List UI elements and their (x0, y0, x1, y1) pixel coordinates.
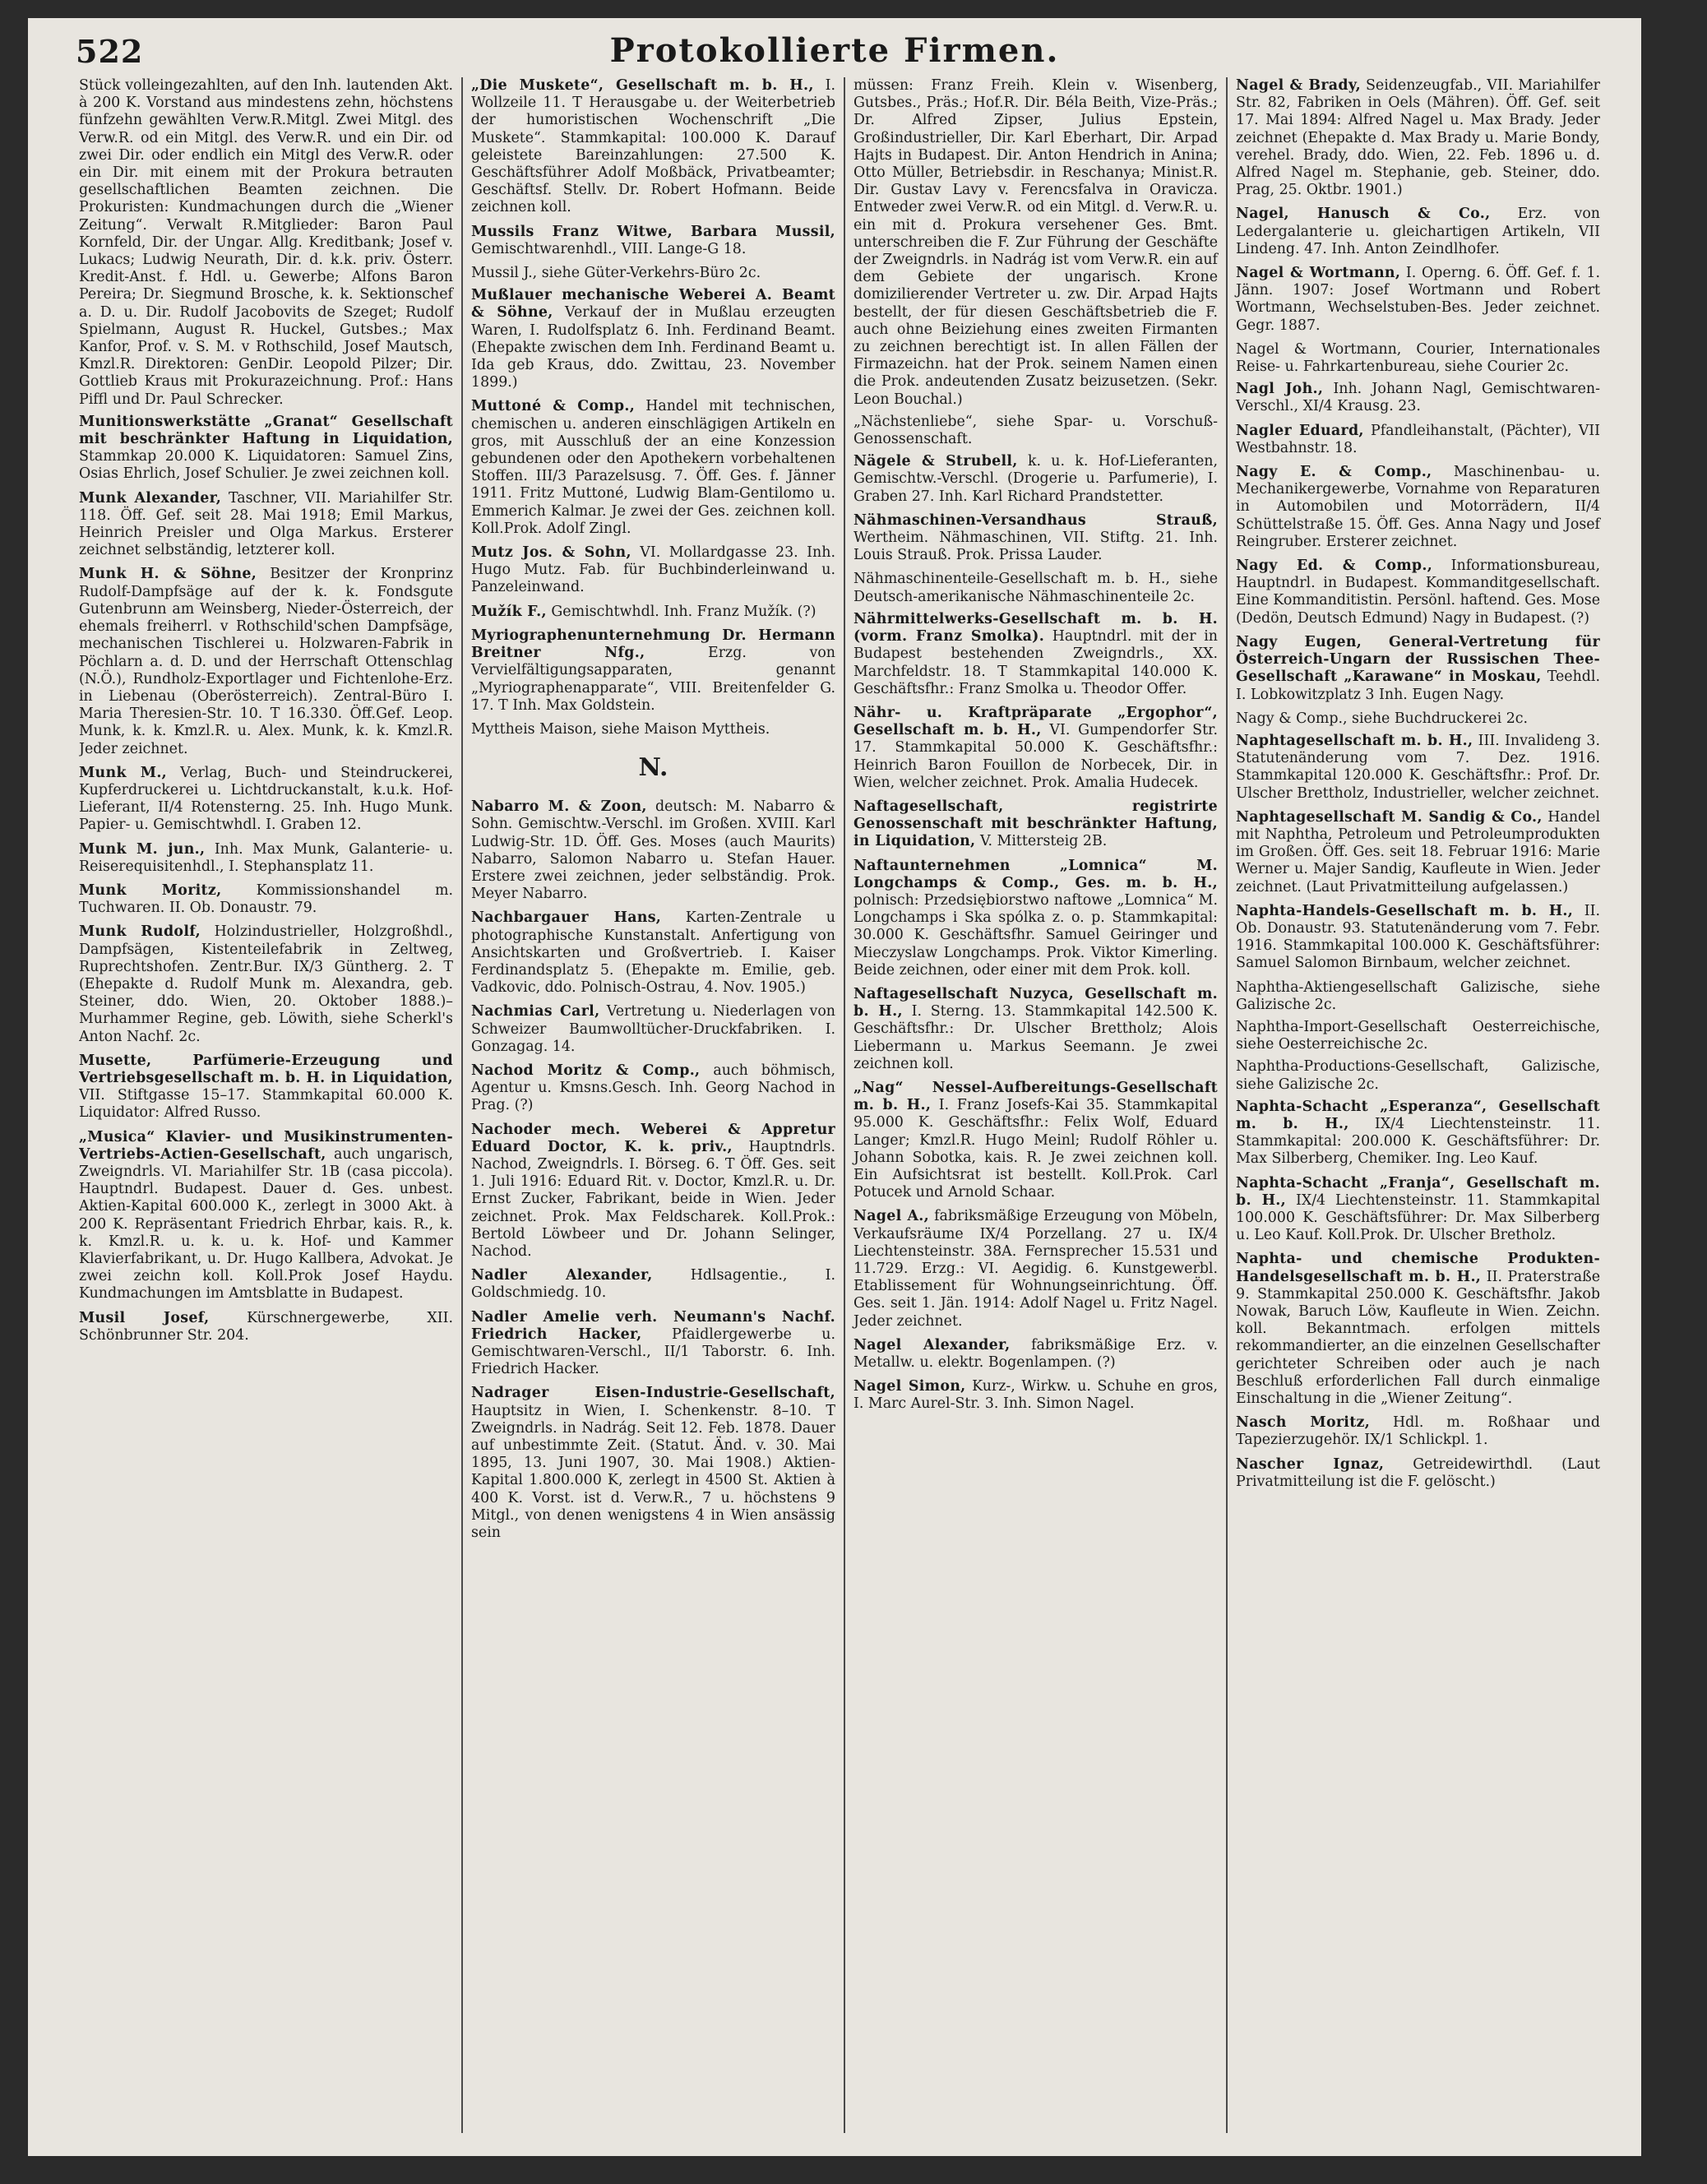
firm-name: Nagel & Wortmann, (1236, 265, 1401, 282)
firm-name: „Die Muskete“, Gesellschaft m. b. H., (471, 77, 814, 94)
directory-entry (854, 1080, 1218, 1201)
directory-entry (854, 1208, 1218, 1330)
page-number: 522 (76, 33, 144, 70)
entry-text: Hauptndrls. Nachod, Zweigndrls. I. Börseg. 6. T Öff. Ges. seit 1. Juli 1916: Eduard Rit. v. Doctor, Kmzl.R. u. Dr. Ernst Zucker, Fabrikant, beide in Wien. Jeder zeichnet. Prok. Max Feldscharek. Koll.Prok.: Bertold Löwbeer und Dr. Johann Selinger, Nachod. (471, 1138, 835, 1260)
entry-text: I. Franz Josefs-Kai 35. Stammkapital 95.000 K. Geschäftsfhr.: Felix Wolf, Eduard Langer; Kmzl.R. Hugo Meinl; Rudolf Röhler u. Johann Sobotka, kais. R. Je zwei zeichnen koll. Ein Aufsichtsrat ist bestellt. Koll.Prok. Carl Potucek und Arnold Schaar. (854, 1097, 1218, 1201)
firm-name: Nadrager Eisen-Industrie-Gesellschaft, (471, 1385, 835, 1402)
directory-entry (79, 1129, 453, 1303)
directory-entry (1236, 77, 1600, 199)
firm-name: Nadler Alexander, (471, 1267, 653, 1284)
directory-entry (1236, 1058, 1600, 1093)
entry-text: Erz. von Ledergalanterie u. gleichartigen Artikeln, VII Lindeng. 47. Inh. Anton Zeindlhofer. (1236, 206, 1600, 257)
firm-name: Nähr- u. Kraftpräparate „Ergophor“, Gesellschaft m. b. H., (854, 704, 1218, 739)
firm-name: Naftagesellschaft, registrirte Genossenschaft mit beschränkter Haftung, in Liquidation, (854, 798, 1218, 850)
directory-entry (854, 858, 1218, 979)
directory-entry (854, 571, 1218, 605)
directory-entry (471, 604, 835, 621)
directory-entry (854, 705, 1218, 792)
entry-text: Naphtha-Productions-Gesellschaft, Galizische, siehe Galizische 2c. (1236, 1058, 1600, 1093)
directory-entry (854, 77, 1218, 409)
firm-name: Munk Moritz, (79, 881, 222, 899)
firm-name: Munk M., (79, 764, 168, 781)
firm-name: Naphtagesellschaft m. b. H., (1236, 732, 1473, 749)
firm-name: Nasch Moritz, (1236, 1414, 1371, 1432)
directory-entry (1236, 634, 1600, 704)
directory-entry (79, 1053, 453, 1122)
entry-text: I. Sterng. 13. Stammkapital 142.500 K. Geschäftsfhr.: Dr. Ulscher Brettholz; Alois Liebermann u. Markus Seemann. Je zwei zeichnen koll. (854, 1003, 1219, 1072)
entry-text: Stammkap 20.000 K. Liquidatoren: Samuel Zins, Osias Ehrlich, Josef Schulier. Je zwei zeichnen koll. (79, 448, 453, 483)
firm-name: Nähmaschinen-Versandhaus Strauß, (854, 511, 1218, 529)
entry-text: Pfaidlergewerbe u. Gemischtwaren-Verschl., II/1 Taborstr. 6. Inh. Friedrich Hacker. (471, 1326, 835, 1378)
directory-entry (854, 986, 1218, 1073)
entry-text: Verlag, Buch- und Steindruckerei, Kupferdruckerei u. Lichtdruckanstalt, k.u.k. Hof-Lieferant, II/4 Rotensterng. 25. Inh. Hugo Munk. Papier- u. Gemischtwhdl. I. Graben 12. (79, 764, 453, 834)
firm-name: Nagy Ed. & Comp., (1236, 558, 1433, 575)
entry-text: Pfandleihanstalt, (Pächter), VII Westbahnstr. 18. (1236, 422, 1600, 456)
entry-text: Naphtha-Import-Gesellschaft Oesterreichische, siehe Oesterreichische 2c. (1236, 1018, 1600, 1053)
entry-text: VII. Stiftgasse 15–17. Stammkapital 60.000 K. Liquidator: Alfred Russo. (79, 1087, 453, 1122)
directory-entry (79, 566, 453, 757)
directory-entry (854, 1378, 1218, 1413)
firm-name: Musil Josef, (79, 1309, 210, 1326)
entry-text: VI. Gumpendorfer Str. 17. Stammkapital 50.000 K. Geschäftsfhr.: Heinrich Baron Fouillon de Norbecek, Dir. in Wien, welcher zeichnet. Prok. Amalia Hudecek. (854, 722, 1218, 791)
entry-text: III. Invalideng 3. Statutenänderung vom 7. Dez. 1916. Stammkapital 120.000 K. Geschäftsfhr.: Prof. Dr. Ulscher Brettholz, Industrieller, welcher zeichnet. (1236, 732, 1600, 802)
entry-text: IX/4 Liechtensteinstr. 11. Stammkapital: 200.000 K. Geschäftsführer: Dr. Max Silberberg, Chemiker. Ing. Leo Kauf. (1236, 1115, 1600, 1168)
entry-text: Hauptndrl. mit der in Budapest bestehenden Zweigndrls., XX. Marchfeldstr. 18. T Stammkapital 140.000 K. Geschäftsfhr.: Franz Smolka u. Theodor Offer. (854, 628, 1218, 697)
directory-entry (471, 265, 835, 282)
entry-text: auch ungarisch, Zweigndrls. VI. Mariahilfer Str. 1B (casa piccola). Hauptndrl. Budapest. Dauer d. Ges. unbest. Aktien-Kapital 600.000 K., zerlegt in 3000 Akt. à 200 K. Repräsentant Friedrich Ehrbar, kais. R., k. k. Kmzl.R. u. k. u. k. Hof- und Kammer Klavierfabrikant, u. Dr. Hugo Kallbera, Advokat. Je zwei zeichn koll. Koll.Prok Josef Haydu. Kundmachungen im Amtsblatte in Budapest. (79, 1145, 453, 1303)
firm-name: Nagy Eugen, General-Vertretung für Österreich-Ungarn der Russischen Thee-Gesellschaft „Karawane“ in Moskau, (1236, 633, 1600, 686)
entry-text: II. Praterstraße 9. Stammkapital 250.000 K. Geschäftsfhr. Jakob Nowak, Baruch Löw, Kaufleute in Wien. Zeichn. koll. Bekanntmach. erfolgen mittels rekommandierter, an die einzelnen Gesellschafter gerichteter Schreiben oder auch je nach Beschluß erforderlichen Fall durch einmalige Einschaltung in die „Wiener Zeitung“. (1236, 1268, 1600, 1408)
directory-entry (1236, 1456, 1600, 1491)
directory-entry (1236, 1019, 1600, 1053)
entry-text: polnisch: Przedsiębiorstwo naftowe „Lomnica“ M. Longchamps i Ska spólka z. o. p. Stammkapital: 30.000 K. Geschäftsfhr. Samuel Geiringer und Mieczyslaw Longchamps. Prok. Viktor Kimerling. Beide zeichnen, oder einer mit dem Prok. koll. (854, 891, 1218, 979)
firm-name: Musette, Parfümerie-Erzeugung und Vertriebsgesellschaft m. b. H. in Liquidation, (79, 1052, 453, 1086)
directory-entry (1236, 206, 1600, 258)
directory-entry (1236, 423, 1600, 457)
entry-text: Kurz-, Wirkw. u. Schuhe en gros, I. Marc Aurel-Str. 3. Inh. Simon Nagel. (854, 1378, 1219, 1413)
entry-text: Taschner, VII. Mariahilfer Str. 118. Öff. Gef. seit 28. Mai 1918; Emil Markus, Heinrich Preisler und Olga Markus. Ersterer zeichnet selbständig, letzterer koll. (79, 489, 453, 559)
directory-entry (854, 611, 1218, 698)
firm-name: Naphta-Schacht „Esperanza“, Gesellschaft m. b. H., (1236, 1098, 1600, 1132)
entry-text: Gemischtwarenhdl., VIII. Lange-G 18. (471, 240, 747, 257)
directory-entry (471, 1385, 835, 1542)
entry-text: Seidenzeugfab., VII. Mariahilfer Str. 82, Fabriken in Oels (Mähren). Öff. Gef. seit 17. Mai 1894: Alfred Nagel u. Max Brady. Jeder zeichnet (Ehepakte d. Max Brady u. Marie Bondy, verehel. Brady, ddo. Wien, 22. Feb. 1896 u. d. Alfred Nagel m. Stephanie, geb. Steiner, ddo. Prag, 25. Oktbr. 1901.) (1236, 77, 1600, 199)
entry-text: fabriksmäßige Erz. v. Metallw. u. elektr. Bogenlampen. (?) (854, 1336, 1219, 1372)
entry-text: fabriksmäßige Erzeugung von Möbeln, Verkaufsräume IX/4 Porzellang. 27 u. IX/4 Liechtensteinstr. 38A. Fernsprecher 15.531 und 11.729. Erzg.: VI. Aegidig. 6. Kunstgewerbl. Etablissement für Wohnungseinrichtung. Öff. Ges. seit 1. Jän. 1914: Adolf Nagel u. Fritz Nagel. Jeder zeichnet. (854, 1208, 1218, 1330)
entry-text: Vertretung u. Niederlagen von Schweizer Baumwolltücher-Druckfabriken. I. Gonzagag. 14. (471, 1003, 835, 1055)
entry-text: Hdl. m. Roßhaar und Tapezierzugehör. IX/1 Schlickpl. 1. (1236, 1414, 1601, 1449)
entry-text: VI. Mollardgasse 23. Inh. Hugo Mutz. Fab. für Buchbinderleinwand u. Panzeleinwand. (471, 544, 835, 596)
entry-text: Nähmaschinenteile-Gesellschaft m. b. H., siehe Deutsch-amerikanische Nähmaschinenteile 2c. (854, 571, 1218, 605)
firm-name: Nadler Amelie verh. Neumann's Nachf. Friedrich Hacker, (471, 1308, 835, 1343)
firm-name: Nachoder mech. Weberei & Appretur Eduard Doctor, K. k. priv., (471, 1121, 835, 1155)
text-column (844, 77, 1226, 2133)
directory-entry (1236, 341, 1600, 376)
firm-name: Nagel & Brady, (1236, 77, 1361, 94)
directory-entry (471, 909, 835, 997)
entry-text: „Nächstenliebe“, siehe Spar- u. Vorschuß-Genossenschaft. (854, 413, 1218, 448)
entry-text: I. Operng. 6. Öff. Gef. f. 1. Jänn. 1907: Josef Wortmann und Robert Wortmann, Wechselstuben-Bes. Jeder zeichnet. Gegr. 1887. (1236, 265, 1600, 334)
entry-text: auch böhmisch, Agentur u. Kmsns.Gesch. Inh. Georg Nachod in Prag. (?) (471, 1062, 836, 1114)
directory-entry (1236, 1414, 1600, 1449)
directory-entry (79, 765, 453, 835)
firm-name: Naftaunternehmen „Lomnica“ M. Longchamps & Comp., Ges. m. b. H., (854, 857, 1218, 891)
firm-name: Naftagesellschaft Nuzyca, Gesellschaft m. b. H., (854, 985, 1218, 1020)
firm-name: Nagel Alexander, (854, 1336, 1011, 1353)
directory-entry (471, 224, 835, 258)
directory-entry (854, 512, 1218, 565)
firm-name: Nagy E. & Comp., (1236, 464, 1432, 481)
directory-entry (79, 841, 453, 876)
entry-text: Stück volleingezahlten, auf den Inh. lautenden Akt. à 200 K. Vorstand aus mindestens zehn, höchstens fünfzehn gewählten Verw.R.Mitgl. Zwei Mitgl. des Verw.R. od ein Mitgl. des Verw.R. und ein Dir. od zwei Dir. oder endlich ein Mitgl des Verw.R. oder ein Dir. mit einem mit der Prokura betrauten gesellschaftlichen Beamten zeichnen. Die Prokuristen: Kundmachungen durch die „Wiener Zeitung“. Verwalt R.Mitglieder: Baron Paul Kornfeld, Dir. der Ungar. Allg. Kreditbank; Josef v. Lukacs; Ludwig Neurath, Dir. d. k.k. priv. Österr. Kredit-Anst. f. Hdl. u. Gewerbe; Alfons Baron Pereira; Dr. Siegmund Brosche, k. k. Sektionschef a. D. u. Dir. Rudolf Jacobovits de Szeget; Rudolf Spielmann, August R. Huckel, Gutsbes.; Max Kanfor, Prof. v. S. M. v Rothschild, Josef Mautsch, Kmzl.R. Direktoren: GenDir. Leopold Pilzer; Dir. Gottlieb Kraus mit Prokurazeichnung. Prof.: Hans Piffl und Dr. Paul Schrecker. (79, 77, 453, 408)
page-header (28, 18, 1641, 76)
directory-entry (854, 414, 1218, 448)
firm-name: Myriographenunternehmung Dr. Hermann Breitner Nfg., (471, 627, 835, 662)
directory-entry (471, 77, 835, 217)
firm-name: Munk Rudolf, (79, 923, 201, 941)
directory-entry (471, 627, 835, 715)
entry-text: Inh. Max Munk, Galanterie- u. Reiserequisitenhdl., I. Stephansplatz 11. (79, 840, 454, 875)
firm-name: Mutz Jos. & Sohn, (471, 544, 631, 562)
directory-entry (471, 1122, 835, 1261)
entry-text: Hauptsitz in Wien, I. Schenkenstr. 8–10. T Zweigndrls. in Nadrág. Seit 12. Feb. 1878. Dauer auf unbestimmte Zeit. (Statut. Änd. v. 30. Mai 1895, 13. Juni 1907, 30. Mai 1908.) Aktien-Kapital 1.800.000 K, zerlegt in 4500 St. Aktien à 400 K. Vorst. ist d. Verw.R., 7 u. höchstens 9 Mitgl., von denen wenigstens 4 in Wien ansässig sein (471, 1402, 835, 1542)
scanned-page (28, 18, 1641, 2156)
entry-text: Nagy & Comp., siehe Buchdruckerei 2c. (1236, 710, 1529, 727)
directory-entry (79, 490, 453, 560)
directory-entry (79, 414, 453, 484)
entry-text: Handel mit technischen, chemischen u. anderen einschlägigen Artikeln en gros, mit Ausschluß der an eine Konzession gebundenen oder den Apothekern vorbehaltenen Stoffen. III/3 Parazelsusg. 7. Öff. Ges. f. Jänner 1911. Fritz Muttoné, Ludwig Blam-Gentilomo u. Emmerich Kalmar. Je zwei der Ges. zeichnen koll. Koll.Prok. Adolf Zingl. (471, 398, 835, 537)
entry-text: k. u. k. Hof-Lieferanten, Gemischtw.-Verschl. (Drogerie u. Parfumerie), I. Graben 27. Inh. Karl Richard Prandstetter. (854, 453, 1218, 505)
firm-name: Nagel, Hanusch & Co., (1236, 206, 1491, 223)
entry-text: Kürschnergewerbe, XII. Schönbrunner Str. 204. (79, 1309, 453, 1344)
running-title: Protokollierte Firmen. (609, 31, 1060, 70)
directory-entry (1236, 265, 1600, 335)
directory-entry (1236, 464, 1600, 551)
directory-entry (1236, 809, 1600, 896)
text-column (461, 77, 844, 2133)
directory-entry (79, 882, 453, 917)
text-columns (79, 77, 1608, 2133)
directory-entry (1236, 979, 1600, 1014)
entry-text: Erzg. von Vervielfältigungsapparaten, genannt „Myriographenapparate“, VIII. Breitenfelder G. 17. T Inh. Max Goldstein. (471, 645, 835, 714)
firm-name: Nachbargauer Hans, (471, 909, 662, 927)
directory-entry (471, 1062, 835, 1115)
entry-text: Informationsbureau, Hauptndrl. in Budapest. Kommanditgesellschaft. Eine Kommanditistin. Persönl. haftend. Ges. Mose (Dedön, Deutsch Edmund) Nagy in Budapest. (?) (1236, 558, 1600, 627)
directory-entry (1236, 733, 1600, 803)
firm-name: Nachmias Carl, (471, 1003, 600, 1020)
firm-name: Nabarro M. & Zoon, (471, 798, 647, 816)
entry-text: Hdlsagentie., I. Goldschmiedg. 10. (471, 1267, 835, 1302)
text-column (1226, 77, 1608, 2133)
entry-text: Maschinenbau- u. Mechanikergewerbe, Vornahme von Reparaturen in Automobilen und Motorrädern, II/4 Schüttelstraße 15. Öff. Ges. Anna Nagy und Josef Reingruber. Ersterer zeichnet. (1236, 464, 1601, 550)
directory-entry (471, 1267, 835, 1302)
directory-entry (471, 287, 835, 391)
directory-entry (854, 453, 1218, 506)
directory-entry (854, 1337, 1218, 1372)
directory-entry (471, 398, 835, 538)
entry-text: Holzindustrieller, Holzgroßhdl., Dampfsägen, Kistenteilefabrik in Zeltweg, Ruprechtshofen. Zentr.Bur. IX/3 Güntherg. 2. T (Ehepakte d. Rudolf Munk m. Alexandra, geb. Steiner, ddo. Wien, 20. Oktober 1888.)– Murhammer Regine, geb. Löwith, siehe Scherkl's Anton Nachf. 2c. (79, 923, 454, 1045)
directory-entry (471, 1309, 835, 1379)
firm-name: Muttoné & Comp., (471, 398, 636, 415)
directory-entry (79, 923, 453, 1045)
directory-entry (79, 77, 453, 409)
directory-entry (471, 798, 835, 903)
entry-text: Teehdl. I. Lobkowitzplatz 3 Inh. Eugen Nagy. (1236, 669, 1600, 703)
entry-text: Karten-Zentrale u photographische Kunstanstalt. Anfertigung von Ansichtskarten und Großvertrieb. I. Kaiser Ferdinandsplatz 5. (Ehepakte m. Emilie, geb. Vadkovic, ddo. Polnisch-Ostrau, 4. Nov. 1905.) (471, 909, 835, 997)
firm-name: Munk M. jun., (79, 840, 206, 858)
text-column (79, 77, 461, 2133)
directory-entry (1236, 710, 1600, 728)
directory-entry (1236, 381, 1600, 415)
entry-text: Verkauf der in Mußlau erzeugten Waren, I. Rudolfsplatz 6. Inh. Ferdinand Beamt. (Ehepakte zwischen dem Inh. Ferdinand Beamt u. Ida geb Kraus, ddo. Zwittau, 23. November 1899.) (471, 304, 835, 391)
firm-name: Naphtagesellschaft M. Sandig & Co., (1236, 808, 1543, 826)
directory-entry (1236, 1099, 1600, 1168)
directory-entry (854, 798, 1218, 851)
entry-text: Getreidewirthdl. (Laut Privatmitteilung ist die F. gelöscht.) (1236, 1455, 1600, 1490)
firm-name: Nagler Eduard, (1236, 422, 1364, 439)
firm-name: Nährmittelwerks-Gesellschaft m. b. H. (vorm. Franz Smolka). (854, 610, 1218, 645)
firm-name: Naphta-Handels-Gesellschaft m. b. H., (1236, 902, 1574, 919)
directory-entry (471, 721, 835, 738)
firm-name: Mussils Franz Witwe, Barbara Mussil, (471, 223, 835, 240)
firm-name: Munitionswerkstätte „Granat“ Gesellschaft mit beschränkter Haftung in Liquidation, (79, 413, 453, 448)
entry-text: Naphtha-Aktiengesellschaft Galizische, siehe Galizische 2c. (1236, 979, 1600, 1013)
entry-text: Wertheim. Nähmaschinen, VII. Stiftg. 21. Inh. Louis Strauß. Prok. Prissa Lauder. (854, 530, 1218, 564)
entry-text: Inh. Johann Nagl, Gemischtwaren-Verschl., XI/4 Krausg. 23. (1236, 381, 1600, 415)
entry-text: II. Ob. Donaustr. 93. Statutenänderung vom 7. Febr. 1916. Stammkapital 100.000 K. Geschäftsführer: Samuel Salomon Birnbaum, welcher zeichnet. (1236, 902, 1601, 972)
firm-name: „Nag“ Nessel-Aufbereitungs-Gesellschaft m. b. H., (854, 1079, 1218, 1114)
firm-name: Nägele & Strubell, (854, 453, 1018, 470)
directory-entry (1236, 1175, 1600, 1245)
entry-text: Besitzer der Kronprinz Rudolf-Dampfsäge auf der k. k. Fondsgute Gutenbrunn am Weinsberg, Nieder-Österreich, der ehemals freiherrl. v Rothschild'schen Dampfsäge, mechanischen Tischlerei u. Holzwaren-Fabrik in Pöchlarn a. d. D. und der Herrschaft Ottenschlag (N.Ö.), Rundholz-Exportlager und Fichtenlohe-Erz. in Liebenau (Oberösterreich). Zentral-Büro I. Maria Theresien-Str. 10. T 16.330. Öff.Gef. Leop. Munk, k. k. Kmzl.R. u. Alex. Munk, k. k. Kmzl.R. Jeder zeichnet. (79, 566, 453, 757)
entry-text: I. Wollzeile 11. T Herausgabe u. der Weiterbetrieb der humoristischen Wochenschrift „Die Muskete“. Stammkapital: 100.000 K. Darauf geleistete Bareinzahlungen: 27.500 K. Geschäftsführer Adolf Moßbäck, Privatbeamter; Geschäftsf. Stellv. Dr. Robert Hofmann. Beide zeichnen koll. (471, 77, 835, 216)
entry-text: Nagel & Wortmann, Courier, Internationales Reise- u. Fahrkartenbureau, siehe Courier 2c. (1236, 340, 1600, 376)
firm-name: Naphta- und chemische Produkten-Handelsgesellschaft m. b. H., (1236, 1251, 1600, 1285)
section-letter: N. (638, 753, 668, 783)
directory-entry (471, 1003, 835, 1056)
firm-name: Mužík F., (471, 603, 547, 620)
directory-entry (1236, 903, 1600, 973)
firm-name: Munk H. & Söhne, (79, 566, 257, 583)
entry-text: Myttheis Maison, siehe Maison Myttheis. (471, 720, 770, 738)
entry-text: IX/4 Liechtensteinstr. 11. Stammkapital 100.000 K. Geschäftsführer: Dr. Max Silberberg u. Leo Kauf. Koll.Prok. Dr. Ulscher Bretholz. (1236, 1191, 1600, 1244)
firm-name: Nagl Joh., (1236, 381, 1324, 398)
firm-name: Mußlauer mechanische Weberei A. Beamt & Söhne, (471, 287, 835, 322)
entry-text: müssen: Franz Freih. Klein v. Wisenberg, Gutsbes., Präs.; Hof.R. Dir. Béla Beith, Vize-Präs.; Dr. Alfred Zipser, Julius Epstein, Großindustrieller, Dir. Karl Eberhart, Dir. Arpad Hajts in Budapest. Dir. Anton Hendrich in Anina; Otto Müller, Betriebsdir. in Reschanya; Minist.R. Dir. Gustav Lavy v. Ferencsfalva in Oravicza. Entweder zwei Verw.R. od ein Mitgl. d. Verw.R. u. ein mit d. Prokura versehener Ges. Bmt. unterschreiben die F. Zur Führung der Geschäfte der Zweigndrls. in Nadrág ist vom Verw.R. ein auf dem Gebiete der ungarisch. Krone domizilierender Vertreter u. zw. Dir. Arpad Hajts bestellt, der für diesen Geschäftsbetrieb die F. auch ohne Beiziehung eines zweiten Firmanten zu zeichnen berechtigt ist. In allen Fällen der Firmazeichn. hat der Prok. seinem Namen einen die Prok. andeutenden Zusatz beizusetzen. (Sekr. Leon Bouchal.) (854, 77, 1218, 408)
entry-text: Mussil J., siehe Güter-Verkehrs-Büro 2c. (471, 265, 761, 282)
directory-entry (1236, 1251, 1600, 1408)
directory-entry (1236, 558, 1600, 627)
firm-name: „Musica“ Klavier- und Musikinstrumenten-Vertriebs-Actien-Gesellschaft, (79, 1128, 453, 1163)
firm-name: Munk Alexander, (79, 489, 222, 507)
directory-entry (471, 544, 835, 597)
firm-name: Nachod Moritz & Comp., (471, 1062, 701, 1079)
firm-name: Nagel Simon, (854, 1378, 966, 1395)
firm-name: Nascher Ignaz, (1236, 1455, 1385, 1473)
firm-name: Nagel A., (854, 1208, 929, 1225)
directory-entry (79, 1310, 453, 1344)
entry-text: deutsch: M. Nabarro & Sohn. Gemischtw.-Verschl. im Großen. XVIII. Karl Ludwig-Str. 1D. Öff. Ges. Moses (auch Maurits) Nabarro, Salomon Nabarro u. Stefan Hauer. Erstere zwei zeichnen, jeder selbständig. Prok. Meyer Nabarro. (471, 798, 835, 903)
entry-text: Kommissionshandel m. Tuchwaren. II. Ob. Donaustr. 79. (79, 881, 454, 917)
firm-name: Naphta-Schacht „Franja“, Gesellschaft m. b. H., (1236, 1174, 1600, 1209)
entry-text: Handel mit Naphtha, Petroleum und Petroleumprodukten im Großen. Öff. Ges. seit 18. Februar 1916: Marie Werner u. Majer Sandig, Kaufleute in Wien. Jeder zeichnet. (Laut Privatmitteilung aufgelassen.) (1236, 808, 1601, 895)
entry-text: Gemischtwhdl. Inh. Franz Mužík. (?) (546, 603, 816, 620)
entry-text: V. Mittersteig 2B. (975, 833, 1108, 850)
